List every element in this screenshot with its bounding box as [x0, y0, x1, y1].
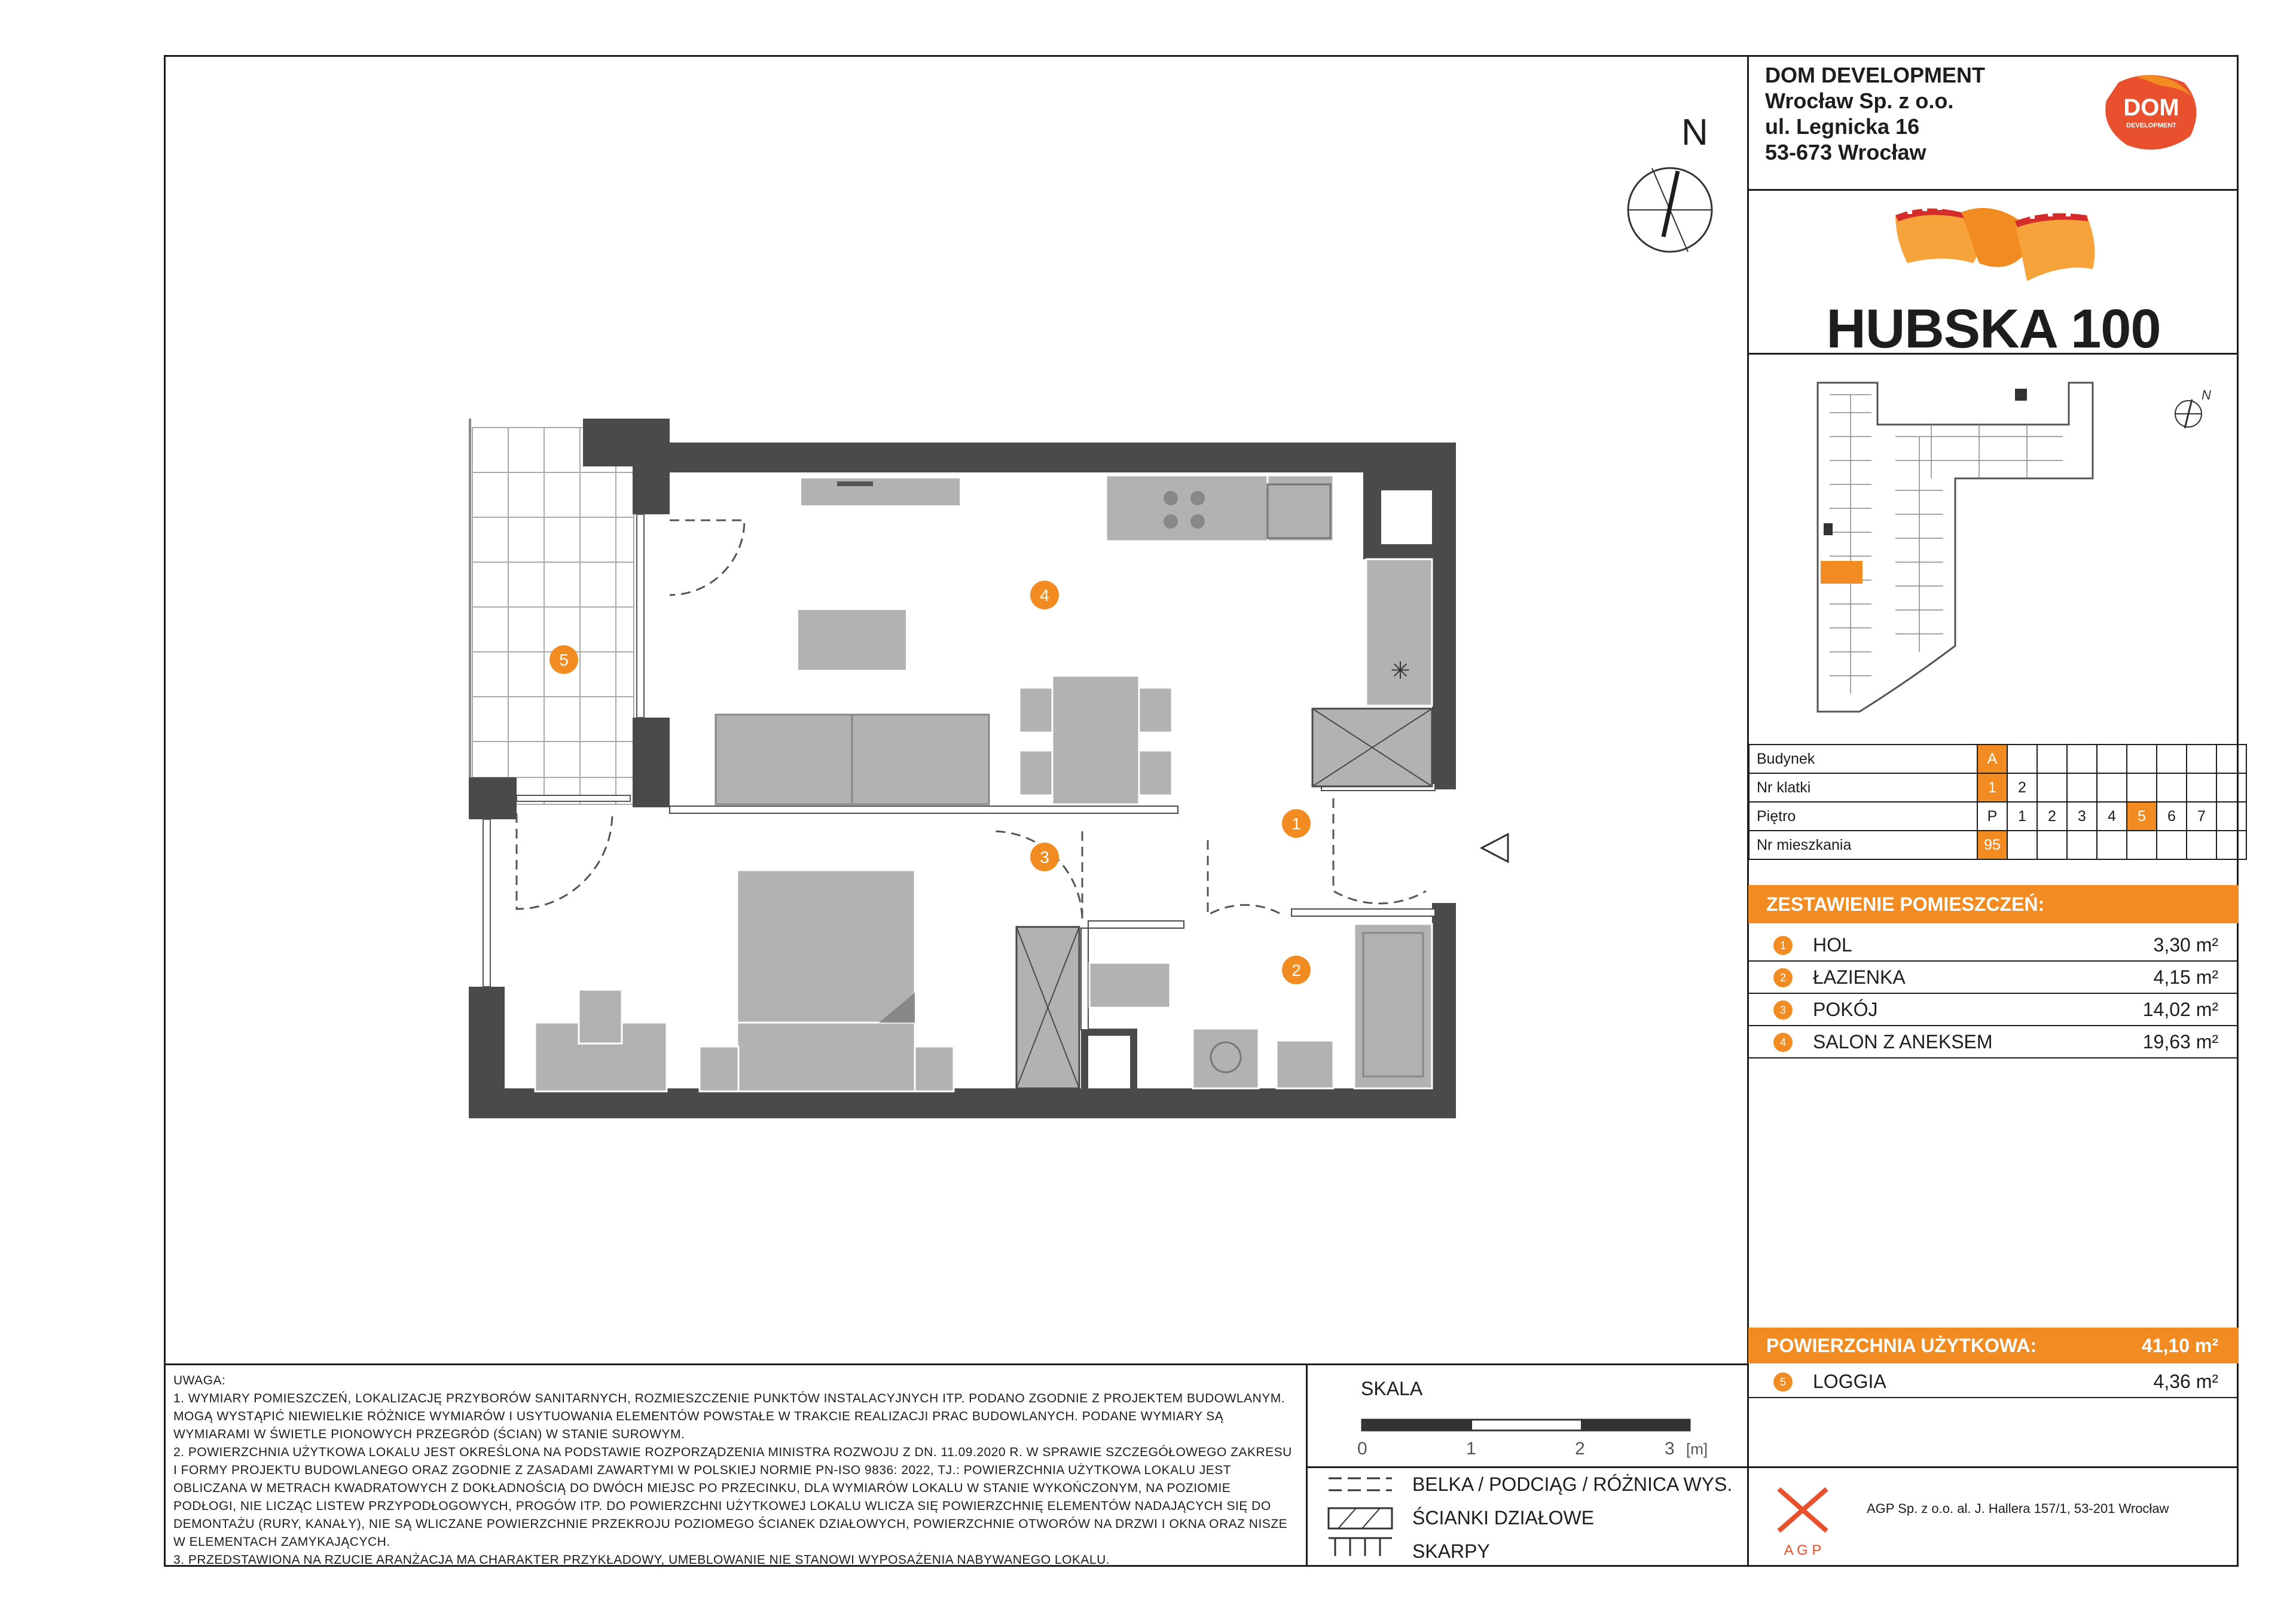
marker-salon: 4 — [1040, 586, 1049, 605]
company-info — [1765, 62, 1985, 165]
company-city: 53-673 Wrocław — [1765, 140, 1926, 164]
row-pietro: Piętro P 1 2 3 4 5 6 7 — [1749, 802, 2246, 831]
room-number-badge: 5 — [1773, 1372, 1793, 1392]
label-budynek: Budynek — [1749, 745, 1977, 773]
north-label: N — [1681, 112, 1708, 153]
room-row — [1748, 929, 2239, 962]
label-pietro: Piętro — [1749, 802, 1977, 831]
agp-logo-text: A G P — [1784, 1542, 1822, 1558]
company-street: ul. Legnicka 16 — [1765, 114, 1920, 139]
rooms-header: ZESTAWIENIE POMIESZCZEŃ: — [1748, 885, 2239, 923]
divider-notes — [164, 1363, 1748, 1365]
room-name: LOGGIA — [1813, 1371, 1886, 1392]
legend-symbols — [1326, 1472, 1398, 1562]
marker-loggia: 5 — [559, 651, 569, 669]
logo-development-text: DEVELOPMENT — [2126, 122, 2176, 129]
building-key-plan — [1788, 371, 2218, 730]
sofa — [716, 715, 989, 804]
svg-text:1: 1 — [1466, 1439, 1476, 1459]
svg-text:0: 0 — [1357, 1439, 1367, 1459]
legend-beam: BELKA / PODCIĄG / RÓŻNICA WYS. — [1412, 1473, 1733, 1495]
room-name: ŁAZIENKA — [1813, 966, 1906, 988]
room-area: 3,30 m² — [2153, 934, 2218, 956]
scale-title: SKALA — [1361, 1378, 1423, 1399]
marker-pokoj: 3 — [1040, 848, 1049, 867]
row-budynek: Budynek A — [1749, 745, 2246, 773]
bathroom-fixtures — [1089, 924, 1432, 1088]
svg-text:2: 2 — [1575, 1439, 1585, 1459]
selected-apartment-highlight — [1821, 561, 1863, 584]
notes: UWAGA: 1. WYMIARY POMIESZCZEŃ, LOKALIZACJĘ PRZYBORÓW SANITARNYCH, ROZMIESZCZENIE PUNKTÓW INSTALACYJNYCH ITP. PODANO ZGODNIE Z PROJEKTEM BUDOWLANYM. MOGĄ WYSTĄPIĆ NIEWIELKIE RÓŻNICE WYMIARÓW I USYTUOWANIA ELEMENTÓW POWSTAŁE W TRAKCIE REALIZACJI PRAC BUDOWLANYCH. PODANE WYMIARY SĄ WYMIARAMI W ŚWIETLE PIONOWYCH PRZEGRÓD (ŚCIAN) W STANIE SUROWYM. 2. POWIERZCHNIA UŻYTKOWA LOKALU JEST OKREŚLONA NA PODSTAWIE ROZPORZĄDZENIA MINISTRA ROZWOJU Z DN. 11.09.2020 R. W SPRAWIE SZCZEGÓŁOWEGO ZAKRESU I FORMY PROJEKTU BUDOWLANEGO ORAZ ZGODNIE Z ZASADAMI ZAWARTYMI W POLSKIEJ NORMIE PN-ISO 9836: 2022, TJ.: POWIERZCHNIA UŻYTKOWA LOKALU JEST OBLICZANA W METRACH KWADRATOWYCH Z DOKŁADNOŚCIĄ DO DWÓCH MIEJSC PO PRZECINKU, DLA WYMIARÓW LOKALU W STANIE WYKOŃCZONYM, NA POZIOMIE PODŁOGI, NIE LICZĄC LISTEW PRZYPODŁOGOWYCH, PROGÓW ITP. DO POWIERZCHNI UŻYTKOWEJ LOKALU WLICZA SIĘ POWIERZCHNIĘ ELEMENTÓW NADAJĄCYCH SIĘ DO DEMONTAŻU (RURY, KANAŁY), NIE SĄ WLICZANE POWIERZCHNIE PRZEKROJU POZIOMEGO ŚCIANEK DZIAŁOWYCH, POWIERZCHNIE OTWORÓW NA DRZWI I OKNA ORAZ NISZE W ELEMENTACH ZAMYKAJĄCYCH. 3. PRZEDSTAWIONA NA RZUCIE ARANŻACJA MA CHARAKTER PRZYKŁADOWY, UMEBLOWANIE NIE STANOWI WYPOSAŻENIA NABYWANEGO LOKALU. — [173, 1372, 1297, 1569]
floor-plan — [454, 413, 1531, 1130]
loggia-row — [1748, 1366, 2239, 1398]
key-plan-north-icon — [2170, 389, 2212, 437]
divider-scale — [1306, 1363, 1308, 1567]
room-area: 4,36 m² — [2153, 1371, 2218, 1392]
divider-architect — [1747, 1466, 2239, 1468]
partition-symbol — [1329, 1508, 1392, 1529]
dining-table — [1019, 676, 1172, 804]
dom-development-logo — [2095, 71, 2202, 154]
usable-area-bar — [1748, 1328, 2239, 1363]
marker-hol: 1 — [1292, 814, 1301, 833]
architect-address: AGP Sp. z o.o. al. J. Hallera 157/1, 53-201 Wrocław — [1867, 1501, 2169, 1516]
film-strip-icon — [1889, 197, 2105, 293]
label-nr-klatki: Nr klatki — [1749, 773, 1977, 802]
row-nr-mieszkania: Nr mieszkania 95 — [1749, 831, 2246, 859]
room-name: POKÓJ — [1813, 999, 1878, 1020]
coffee-table — [798, 610, 906, 670]
desk — [535, 990, 667, 1091]
svg-text:[m]: [m] — [1686, 1440, 1708, 1458]
kitchen-counter — [1106, 475, 1432, 706]
entrance-arrow-icon — [1482, 834, 1508, 862]
room-name: HOL — [1813, 934, 1852, 956]
project-title: HUBSKA 100 — [1826, 298, 2161, 359]
row-nr-klatki: Nr klatki 1 2 — [1749, 773, 2246, 802]
room-number-badge: 3 — [1773, 1000, 1793, 1020]
room-row — [1748, 962, 2239, 994]
notes-title: UWAGA: — [173, 1374, 226, 1387]
bed — [700, 870, 954, 1091]
room-number-badge: 1 — [1773, 936, 1793, 955]
usable-area-value: 41,10 m² — [2141, 1335, 2218, 1356]
label-nr-mieszkania: Nr mieszkania — [1749, 831, 1977, 859]
agp-logo — [1770, 1483, 1836, 1561]
room-area: 19,63 m² — [2142, 1031, 2218, 1052]
logo-dom-text: DOM — [2123, 94, 2179, 121]
room-row — [1748, 1026, 2239, 1058]
company-name: DOM DEVELOPMENT — [1765, 63, 1986, 87]
room-area: 14,02 m² — [2142, 999, 2218, 1020]
tv-cabinet — [801, 478, 960, 505]
room-number-badge: 4 — [1773, 1033, 1793, 1052]
svg-text:3: 3 — [1665, 1439, 1675, 1459]
marker-lazienka: 2 — [1292, 961, 1301, 980]
location-table — [1748, 744, 2247, 860]
scale-bar — [1357, 1415, 1708, 1469]
room-area: 4,15 m² — [2153, 966, 2218, 988]
divider-company — [1747, 189, 2239, 191]
company-branch: Wrocław Sp. z o.o. — [1765, 89, 1954, 113]
svg-text:N: N — [2202, 388, 2211, 402]
loggia-tiles — [472, 428, 634, 804]
usable-area-label: POWIERZCHNIA UŻYTKOWA: — [1766, 1335, 2037, 1356]
windows — [483, 514, 644, 987]
legend-partitions: ŚCIANKI DZIAŁOWE — [1412, 1507, 1595, 1529]
room-name: SALON Z ANEKSEM — [1813, 1031, 1993, 1052]
north-compass-icon — [1625, 165, 1715, 255]
room-row — [1748, 994, 2239, 1026]
legend-reveals: SKARPY — [1412, 1540, 1490, 1562]
room-number-badge: 2 — [1773, 968, 1793, 987]
fridge-icon: ✳ — [1390, 658, 1410, 684]
reveal-symbol — [1329, 1538, 1392, 1556]
